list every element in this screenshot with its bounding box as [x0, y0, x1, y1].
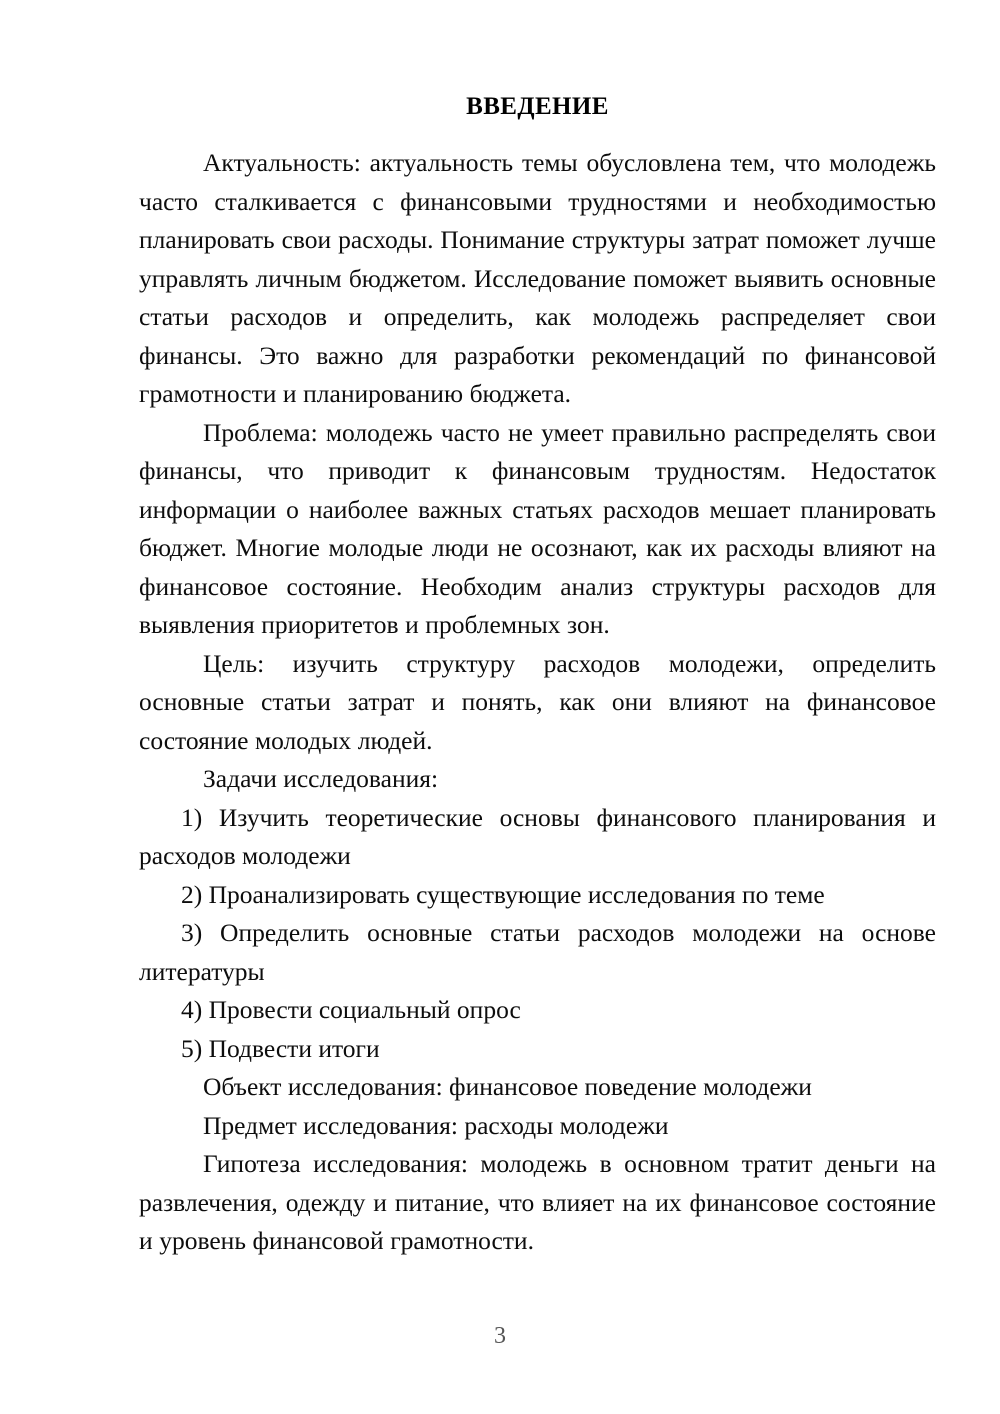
- page-title: ВВЕДЕНИЕ: [466, 93, 609, 120]
- document-body: [139, 88, 936, 1261]
- task-list-item-2: 2) Проанализировать существующие исследования по теме: [181, 879, 825, 909]
- page-number: 3: [494, 1323, 506, 1349]
- task-list-item-4: 4) Провести социальный опрос: [181, 995, 521, 1024]
- research-object-line: Объект исследования: финансовое поведение молодежи: [203, 1072, 812, 1101]
- task-list-item-5: 5) Подвести итоги: [181, 1033, 380, 1063]
- paragraph-goal: Цель: изучить структуру расходов молодежи, определить основные статьи затрат и понять, как они влияют на финансовое состояние молодых людей.: [139, 648, 936, 755]
- paragraph-problem: Проблема: молодежь часто не умеет правильно распределять свои финансы, что приводит к финансовым трудностям. Недостаток информации о наиболее важных статьях расходов мешает планировать бюджет. Многие молодые люди не осознают, как их расходы влияют на финансовое состояние. Необходим анализ структуры расходов для выявления приоритетов и проблемных зон.: [139, 417, 936, 639]
- task-list-item-1: 1) Изучить теоретические основы финансового планирования и расходов молодежи: [139, 802, 936, 870]
- paragraph-relevance: Актуальность: актуальность темы обусловлена тем, что молодежь часто сталкивается с финансовыми трудностями и необходимостью планировать свои расходы. Понимание структуры затрат поможет лучше управлять личным бюджетом. Исследование поможет выявить основные статьи расходов и определить, как молодежь распределяет свои финансы. Это важно для разработки рекомендаций по финансовой грамотности и планированию бюджета.: [139, 148, 936, 408]
- paragraph-hypothesis: Гипотеза исследования: молодежь в основном тратит деньги на развлечения, одежду и питание, что влияет на их финансовое состояние и уровень финансовой грамотности.: [139, 1149, 936, 1255]
- tasks-heading: Задачи исследования:: [203, 764, 439, 793]
- research-subject-line: Предмет исследования: расходы молодежи: [203, 1110, 669, 1140]
- task-list-item-3: 3) Определить основные статьи расходов молодежи на основе литературы: [139, 918, 936, 986]
